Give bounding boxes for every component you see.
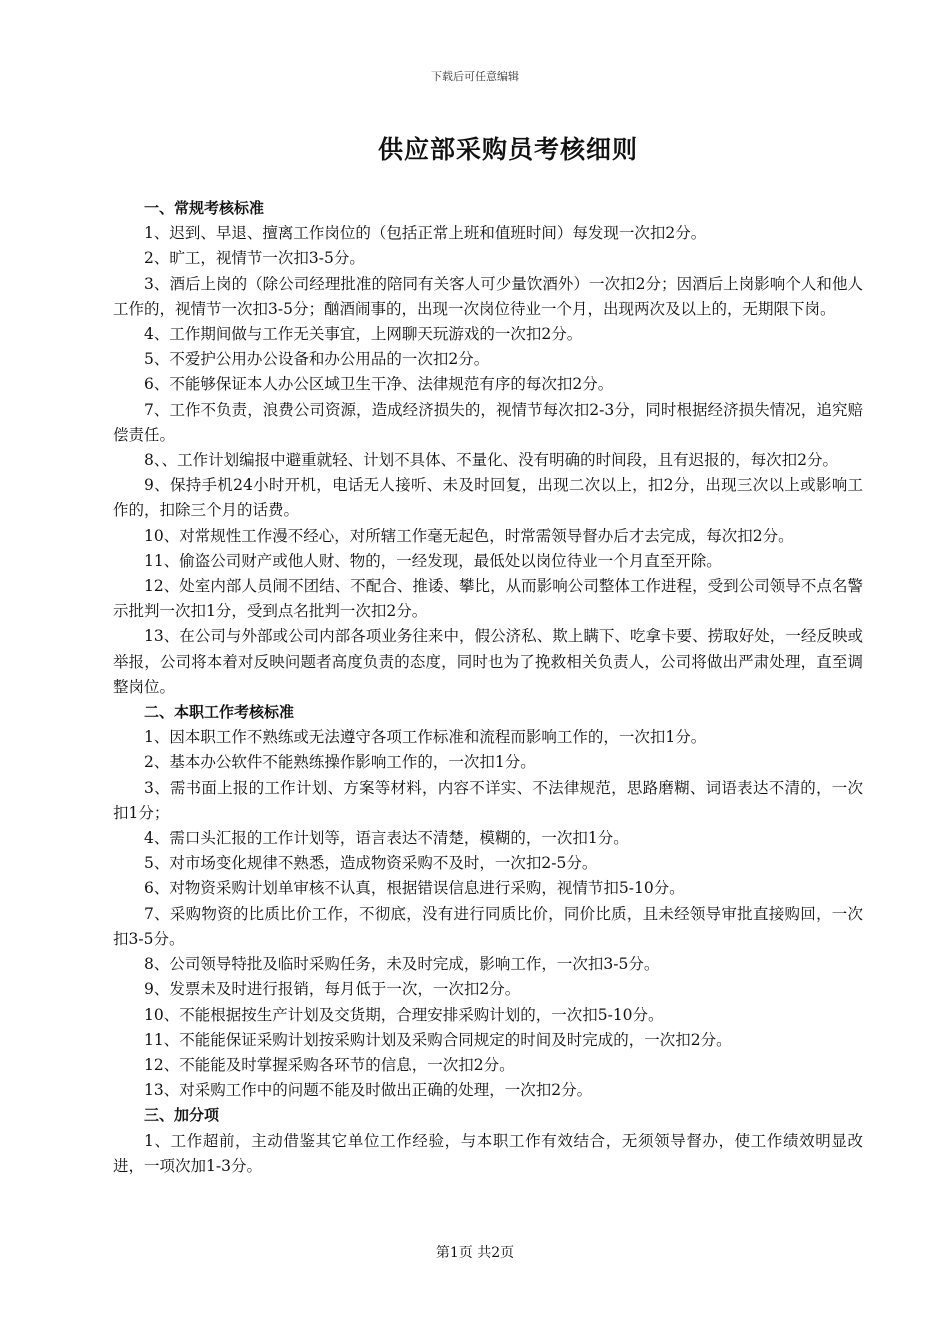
rule-item: 10、不能根据按生产计划及交货期，合理安排采购计划的，一次扣5-10分。 [144, 1005, 664, 1024]
rule-item: 10、对常规性工作漫不经心，对所辖工作毫无起色，时常需领导督办后才去完成，每次扣2分。 [144, 526, 794, 545]
rule-item: 6、不能够保证本人办公区域卫生干净、法律规范有序的每次扣2分。 [144, 375, 614, 394]
header-note: 下载后可任意编辑 [431, 70, 519, 83]
rule-item: 12、处室内部人员闹不团结、不配合、推诿、攀比，从而影响公司整体工作进程，受到公司领导不点名警示批判一次扣1分，受到点名批判一次扣2分。 [113, 577, 863, 621]
rule-item: 9、发票未及时进行报销，每月低于一次，一次扣2分。 [144, 980, 521, 999]
rule-item: 7、工作不负责，浪费公司资源，造成经济损失的，视情节每次扣2-3分，同时根据经济损失情况，追究赔偿责任。 [113, 400, 863, 444]
rule-item: 11、偷盗公司财产或他人财、物的，一经发现，最低处以岗位待业一个月直至开除。 [144, 551, 722, 570]
rule-item: 3、酒后上岗的（除公司经理批准的陪同有关客人可少量饮酒外）一次扣2分；因酒后上岗影响个人和他人工作的，视情节一次扣3-5分；酗酒闹事的，出现一次岗位待业一个月，出现两次及以上的，无期限下岗。 [113, 274, 863, 318]
rule-item: 5、对市场变化规律不熟悉，造成物资采购不及时，一次扣2-5分。 [144, 854, 598, 873]
rule-item: 7、采购物资的比质比价工作，不彻底，没有进行同质比价，同价比质，且未经领导审批直接购回，一次扣3-5分。 [113, 904, 863, 948]
rule-item: 2、基本办公软件不能熟练操作影响工作的，一次扣1分。 [144, 753, 536, 772]
rule-item: 8、公司领导特批及临时采购任务，未及时完成，影响工作，一次扣3-5分。 [144, 955, 660, 974]
rule-item: 2、旷工，视情节一次扣3-5分。 [144, 249, 365, 268]
rule-item: 5、不爱护公用办公设备和办公用品的一次扣2分。 [144, 350, 490, 369]
section-heading: 二、本职工作考核标准 [144, 703, 295, 722]
document-title: 供应部采购员考核细则 [377, 135, 638, 164]
rule-item: 4、工作期间做与工作无关事宜，上网聊天玩游戏的一次扣2分。 [144, 325, 583, 344]
document-body [113, 196, 863, 1179]
rule-item: 6、对物资采购计划单审核不认真，根据错误信息进行采购，视情节扣5-10分。 [144, 879, 685, 898]
rule-item: 11、不能能保证采购计划按采购计划及采购合同规定的时间及时完成的，一次扣2分。 [144, 1030, 732, 1049]
page-footer: 第1页 共2页 [435, 1245, 515, 1261]
rule-item: 12、不能能及时掌握采购各环节的信息，一次扣2分。 [144, 1055, 515, 1074]
rule-item: 1、因本职工作不熟练或无法遵守各项工作标准和流程而影响工作的，一次扣1分。 [144, 728, 707, 747]
rule-item: 13、对采购工作中的问题不能及时做出正确的处理，一次扣2分。 [144, 1081, 593, 1100]
rule-item: 13、在公司与外部或公司内部各项业务往来中，假公济私、欺上瞒下、吃拿卡要、捞取好处，一经反映或举报，公司将本着对反映问题者高度负责的态度，同时也为了挽救相关负责人，公司将做出严肃处理，直至调整岗位。 [113, 627, 863, 696]
rule-item: 9、保持手机24小时开机，电话无人接听、未及时回复，出现二次以上，扣2分，出现三次以上或影响工作的，扣除三个月的话费。 [113, 476, 863, 520]
section-heading: 三、加分项 [144, 1106, 220, 1125]
rule-item: 1、迟到、早退、擅离工作岗位的（包括正常上班和值班时间）每发现一次扣2分。 [144, 224, 707, 243]
rule-item: 8、、工作计划编报中避重就轻、计划不具体、不量化、没有明确的时间段，且有迟报的，每次扣2分。 [144, 451, 838, 470]
rule-item: 3、需书面上报的工作计划、方案等材料，内容不详实、不法律规范，思路磨糊、词语表达不清的，一次扣1分； [113, 778, 863, 822]
rule-item: 4、需口头汇报的工作计划等，语言表达不清楚，模糊的，一次扣1分。 [144, 829, 629, 848]
rule-item: 1、工作超前，主动借鉴其它单位工作经验，与本职工作有效结合，无须领导督办，使工作绩效明显改进，一项次加1-3分。 [113, 1131, 863, 1175]
section-heading: 一、常规考核标准 [144, 199, 265, 217]
